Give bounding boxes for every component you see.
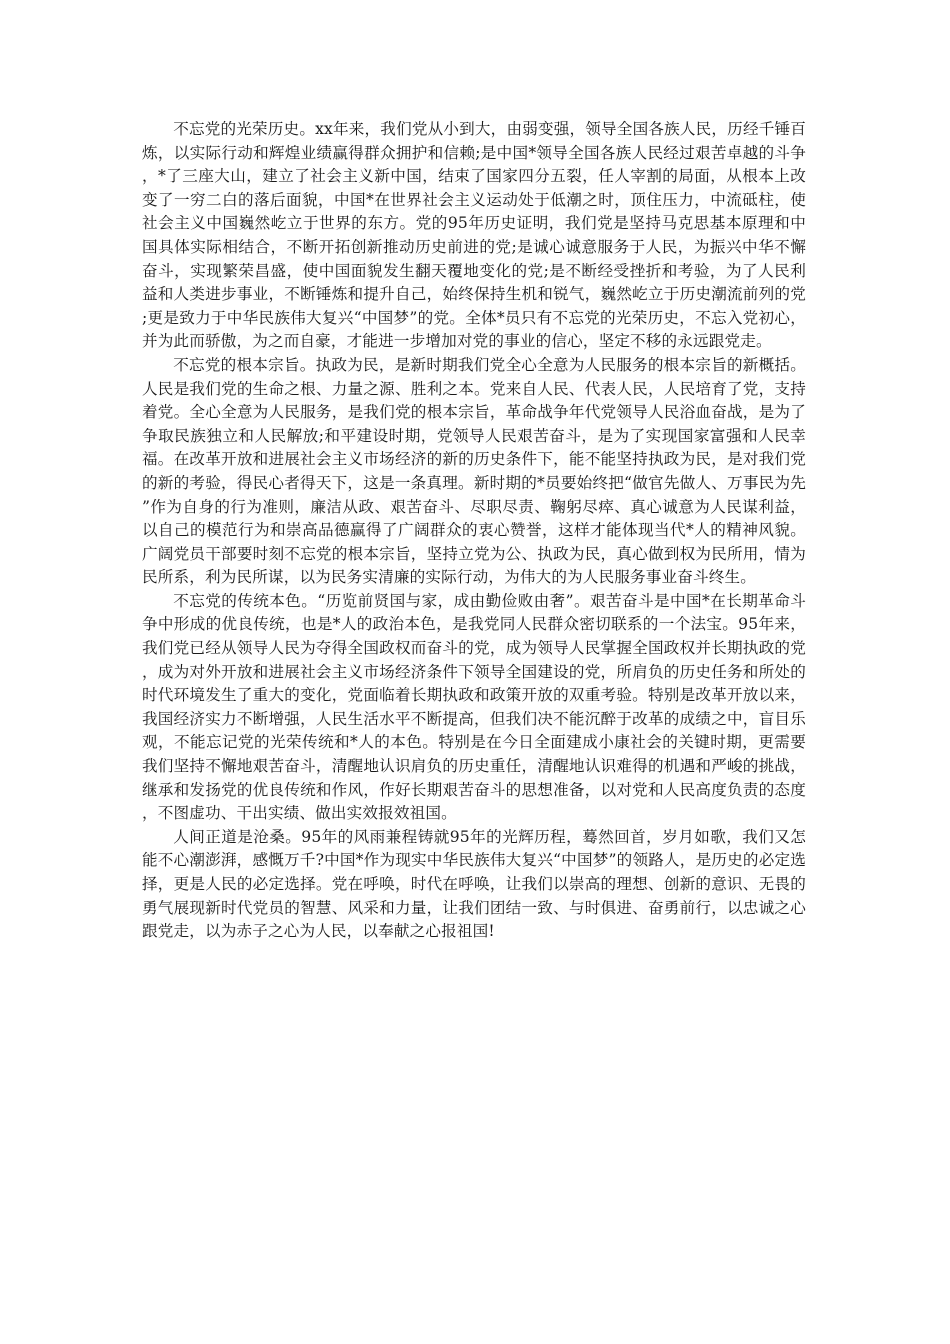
paragraph-closing: 人间正道是沧桑。95年的风雨兼程铸就95年的光辉历程，蓦然回首，岁月如歌，我们又怎能不心潮澎湃，感慨万千?中国*作为现实中华民族伟大复兴“中国梦”的领路人，是历史的必定选择，更是人民的必定选择。党在呼唤，时代在呼唤，让我们以崇高的理想、创新的意识、无畏的勇气展现新时代党员的智慧、风采和力量，让我们团结一致、与时俱进、奋勇前行，以忠诚之心跟党走，以为赤子之心为人民，以奉献之心报祖国! [142, 827, 806, 941]
paragraph-traditional-character: 不忘党的传统本色。“历览前贤国与家，成由勤俭败由奢”。艰苦奋斗是中国*在长期革命斗争中形成的优良传统，也是*人的政治本色，是我党同人民群众密切联系的一个法宝。95年来，我们党已经从领导人民为夺得全国政权而奋斗的党，成为领导人民掌握全国政权并长期执政的党，成为对外开放和进展社会主义市场经济条件下领导全国建设的党，所肩负的历史任务和所处的时代环境发生了重大的变化，党面临着长期执政和政策开放的双重考验。特别是改革开放以来，我国经济实力不断增强，人民生活水平不断提高，但我们决不能沉醉于改革的成绩之中，盲目乐观，不能忘记党的光荣传统和*人的本色。特别是在今日全面建成小康社会的关键时期，更需要我们坚持不懈地艰苦奋斗，清醒地认识肩负的历史重任，清醒地认识难得的机遇和严峻的挑战，继承和发扬党的优良传统和作风，作好长期艰苦奋斗的思想准备，以对党和人民高度负责的态度，不图虚功、干出实绩、做出实效报效祖国。 [142, 591, 806, 823]
paragraph-party-history: 不忘党的光荣历史。xx年来，我们党从小到大，由弱变强，领导全国各族人民，历经千锤百炼，以实际行动和辉煌业绩赢得群众拥护和信赖;是中国*领导全国各族人民经过艰苦卓越的斗争，*了三座大山，建立了社会主义新中国，结束了国家四分五裂，任人宰割的局面，从根本上改变了一穷二白的落后面貌，中国*在世界社会主义运动处于低潮之时，顶住压力，中流砥柱，使社会主义中国巍然屹立于世界的东方。党的95年历史证明，我们党是坚持马克思基本原理和中国具体实际相结合，不断开拓创新推动历史前进的党;是诚心诚意服务于人民，为振兴中华不懈奋斗，实现繁荣昌盛，使中国面貌发生翻天覆地变化的党;是不断经受挫折和考验，为了人民利益和人类进步事业，不断锤炼和提升自己，始终保持生机和锐气，巍然屹立于历史潮流前列的党;更是致力于中华民族伟大复兴“中国梦”的党。全体*员只有不忘党的光荣历史，不忘入党初心，并为此而骄傲，为之而自豪，才能进一步增加对党的事业的信心，坚定不移的永远跟党走。 [142, 120, 806, 351]
document-body [142, 118, 806, 944]
paragraph-fundamental-purpose: 不忘党的根本宗旨。执政为民，是新时期我们党全心全意为人民服务的根本宗旨的新概括。人民是我们党的生命之根、力量之源、胜利之本。党来自人民、代表人民，人民培育了党，支持着党。全心全意为人民服务，是我们党的根本宗旨，革命战争年代党领导人民浴血奋战，是为了争取民族独立和人民解放;和平建设时期，党领导人民艰苦奋斗，是为了实现国家富强和人民幸福。在改革开放和进展社会主义市场经济的新的历史条件下，能不能坚持执政为民，是对我们党的新的考验，得民心者得天下，这是一条真理。新时期的*员要始终把“做官先做人、万事民为先”作为自身的行为准则，廉洁从政、艰苦奋斗、尽职尽责、鞠躬尽瘁、真心诚意为人民谋利益，以自己的模范行为和崇高品德赢得了广阔群众的衷心赞誉，这样才能体现当代*人的精神风貌。广阔党员干部要时刻不忘党的根本宗旨，坚持立党为公、执政为民，真心做到权为民所用，情为民所系，利为民所谋，以为民务实清廉的实际行动，为伟大的为人民服务事业奋斗终生。 [142, 355, 806, 587]
